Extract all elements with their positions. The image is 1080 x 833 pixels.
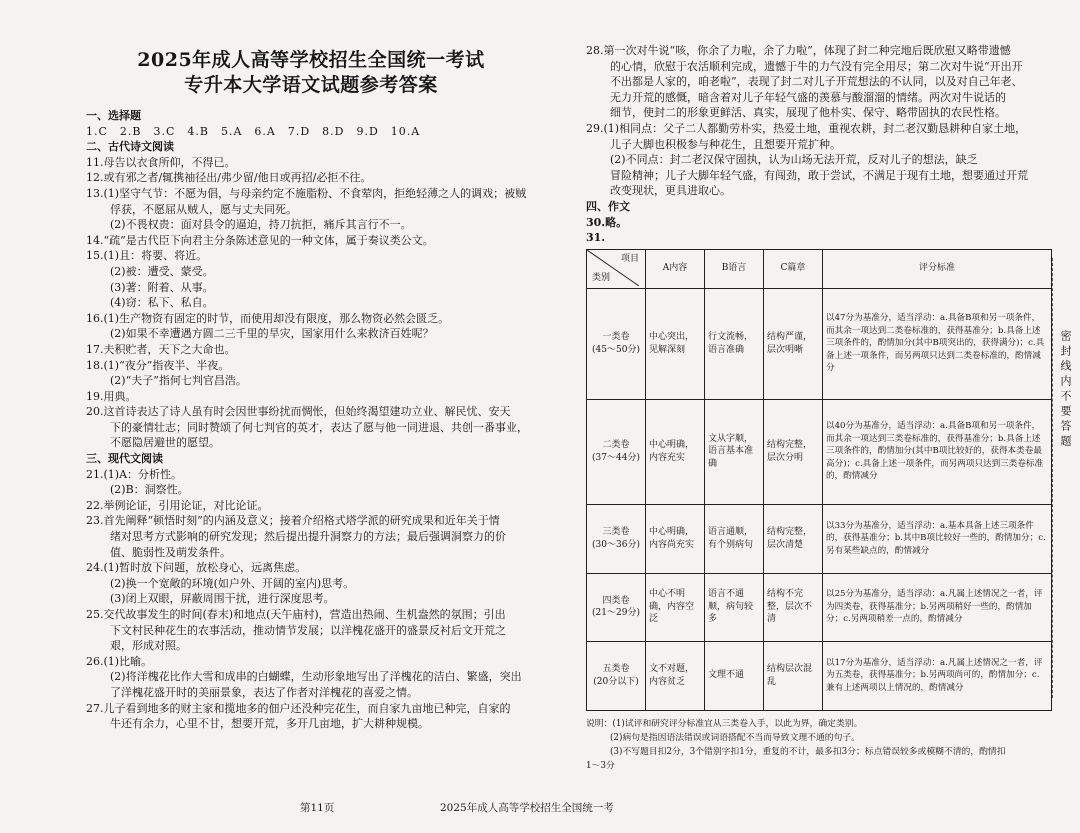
answer-line: (2)换一个宽敞的环境(如户外、开阔的室内)思考。 bbox=[110, 576, 355, 590]
answer-line: (2)被：遭受、蒙受。 bbox=[110, 264, 214, 278]
right-answers bbox=[586, 43, 1056, 246]
category-cell bbox=[587, 573, 646, 641]
category-name: 四类卷 bbox=[602, 595, 630, 606]
table-body bbox=[587, 288, 1052, 710]
language-cell: 行文流畅，语言准确 bbox=[705, 288, 764, 399]
right-column bbox=[586, 43, 1056, 773]
table-notes bbox=[586, 717, 1056, 773]
scoring-table bbox=[586, 249, 1052, 711]
note-line: (3)不写题目扣2分，3个错别字扣1分，重复的不计，最多扣3分；标点错误较多或模糊不清的，酌情扣 bbox=[610, 746, 1006, 757]
answer-line: (4)窃：私下、私自。 bbox=[110, 296, 214, 310]
answer-line: (2)将洋槐花比作大雪和成串的白蝴蝶，生动形象地写出了洋槐花的洁白、繁盛，突出 bbox=[110, 670, 522, 684]
section-heading: 31. bbox=[586, 231, 606, 245]
answer-line: 20.这首诗表达了诗人虽有时会因世事纷扰而惆怅，但始终渴望建功立业、解民忧、安天 bbox=[86, 405, 511, 419]
category-score-range: (45～50分) bbox=[592, 344, 640, 355]
answer-line: 值、脆弱性及萌发条件。 bbox=[110, 545, 231, 559]
answer-line: 13.(1)坚守气节：不愿为倡，与母亲约定不施脂粉、不食荤肉，拒绝轻薄之人的调戏；被贼 bbox=[86, 186, 527, 200]
answer-line: (2)不畏权贵：面对县令的逼迫，持刀抗拒，痛斥其言行不一。 bbox=[110, 218, 412, 232]
category-score-range: (37～44分) bbox=[592, 452, 640, 463]
table-corner-cell bbox=[587, 249, 646, 288]
category-cell bbox=[587, 504, 646, 573]
standard-cell: 以47分为基准分，适当浮动：a.具备B项和另一项条件，而其余一项达到二类卷标准的，获得基准分；b.具备上述三项条件的，酌情加分(其中B项突出的，获得满分)；c.具备上述一项条件，而另两项只达到二类卷标准的，酌情减分 bbox=[823, 288, 1052, 399]
answer-line: 1.C 2.B 3.C 4.B 5.A 6.A 7.D 8.D 9.D 10.A bbox=[86, 124, 421, 138]
answer-line: 的心情，欣慰于农活顺利完成，遗憾于牛的力气没有完全用尽；第二次对牛说“开出开 bbox=[610, 59, 1023, 73]
answer-line: 俘获，不愿屈从贼人，愿与丈夫同死。 bbox=[110, 202, 297, 216]
answer-line: 无力开荒的感慨，暗含着对儿子年轻气盛的羡慕与酸溜溜的情绪。两次对牛说话的 bbox=[610, 90, 1006, 104]
content-cell: 中心不明确，内容空泛 bbox=[646, 573, 705, 641]
answer-line: 细节，使封二的形象更鲜活、真实，展现了他朴实、保守、略带固执的农民性格。 bbox=[610, 106, 1006, 120]
answer-line: 23.首先阐释“顿悟时刻”的内涵及意义；接着介绍格式塔学派的研究成果和近年关于情 bbox=[86, 514, 500, 528]
table-header-row bbox=[587, 249, 1052, 288]
answer-line: 27.儿子看到地多的财主家和揽地多的佃户还没种完花生，而自家九亩地已种完，自家的 bbox=[86, 701, 511, 715]
language-cell: 语言通顺，有个别病句 bbox=[705, 504, 764, 573]
page-title: 2025年成人高等学校招生全国统一考试 bbox=[137, 49, 485, 71]
structure-cell: 结构不完整，层次不清 bbox=[764, 573, 823, 641]
category-name: 三类卷 bbox=[602, 527, 630, 538]
answer-line: 14.“疏”是古代臣下向君主分条陈述意见的一种文体，属于奏议类公文。 bbox=[86, 233, 434, 247]
section-heading: 二、古代诗文阅读 bbox=[86, 140, 174, 154]
table-row bbox=[587, 573, 1052, 641]
answer-line: 改变现状，更具进取心。 bbox=[610, 184, 731, 198]
answer-line: 绪对思考方式影响的研究发现；然后提出提升洞察力的方法；最后强调洞察力的价 bbox=[110, 530, 506, 544]
answer-line: 21.(1)A：分析性。 bbox=[86, 467, 183, 481]
content-cell: 中心明确，内容尚充实 bbox=[646, 504, 705, 573]
answer-line: 25.交代故事发生的时间(春末)和地点(天午庙村)，营造出热闹、生机盎然的氛围；引出 bbox=[86, 608, 506, 621]
corner-label-item: 项目 bbox=[620, 253, 639, 264]
answer-line: (3)著：附着、从事。 bbox=[110, 280, 214, 294]
category-name: 五类卷 bbox=[602, 664, 630, 675]
category-name: 一类卷 bbox=[602, 332, 630, 343]
footer-page-number: 第11页 bbox=[300, 802, 335, 814]
content-cell: 文不对题，内容贫乏 bbox=[646, 641, 705, 710]
standard-cell: 以25分为基准分，适当浮动：a.凡属上述情况之一者，评为四类卷，获得基准分；b.另两项稍好一些的，酌情加分；c.另两项稍差一点的，酌情减分 bbox=[823, 573, 1052, 641]
answer-line: 牛还有余力，心里不甘，想要开荒，多开几亩地，扩大耕种规模。 bbox=[110, 717, 429, 731]
page-subtitle: 专升本大学语文试题参考答案 bbox=[184, 74, 438, 96]
left-answers bbox=[86, 108, 536, 732]
language-cell: 语言不通顺，病句较多 bbox=[705, 573, 764, 641]
answer-line: 不愿隐居避世的愿望。 bbox=[110, 436, 220, 450]
answer-line: 儿子大脚也积极参与种花生，且想要开荒扩种。 bbox=[610, 137, 841, 151]
table-row bbox=[587, 399, 1052, 504]
answer-line: 19.用典。 bbox=[86, 389, 137, 403]
answer-line: 12.或有邪之者/辄携袖径出/弗少留/他日或再招/必拒不往。 bbox=[86, 171, 372, 185]
column-header: B语言 bbox=[705, 249, 764, 288]
section-heading: 四、作文 bbox=[586, 199, 630, 213]
answer-line: 26.(1)比喻。 bbox=[86, 654, 153, 668]
structure-cell: 结构完整，层次分明 bbox=[764, 399, 823, 504]
category-cell bbox=[587, 641, 646, 710]
note-line: (2)病句是指因语法错误或词语搭配不当而导致文理不通的句子。 bbox=[610, 732, 860, 743]
language-cell: 文理不通 bbox=[705, 641, 764, 710]
answer-line: 冒险精神；儿子大脚年轻气盛，有闯劲，敢于尝试，不满足于现有土地，想要通过开荒 bbox=[610, 168, 1028, 182]
category-cell bbox=[587, 399, 646, 504]
corner-label-category: 类别 bbox=[592, 273, 611, 284]
answer-line: 22.举例论证，引用论证，对比论证。 bbox=[86, 498, 269, 512]
structure-cell: 结构严谨，层次明晰 bbox=[764, 288, 823, 399]
footer-exam-name: 2025年成人高等学校招生全国统一考 bbox=[440, 802, 614, 814]
standard-cell: 以40分为基准分，适当浮动：a.具备B项和另一项条件，而其余一项达到三类卷标准的，获得基准分；b.具备上述三项条件的，酌情加分(其中B项比较好的，获得本类卷最高分)；c.具备上述一项条件，而另两项只达到三类卷标准的，酌情减分 bbox=[823, 399, 1052, 504]
note-line: 1～3分 bbox=[586, 760, 615, 771]
answer-line: 17.夫积贮者，天下之大命也。 bbox=[86, 342, 236, 356]
column-header: C篇章 bbox=[764, 249, 823, 288]
language-cell: 文从字顺，语言基本准确 bbox=[705, 399, 764, 504]
structure-cell: 结构层次混乱 bbox=[764, 641, 823, 710]
answer-line: 16.(1)生产物资有固定的时节，而使用却没有限度，那么物资必然会匮乏。 bbox=[86, 311, 450, 325]
answer-line: (2)如果不幸遭遇方圆二三千里的旱灾，国家用什么来救济百姓呢？ bbox=[110, 327, 434, 341]
answer-line: 28.第一次对牛说“咳，你余了力啦，余了力啦”，体现了封二种完地后既欣慰又略带遗憾 bbox=[586, 44, 1011, 57]
answer-line: (2)“夫子”指何七判官昌浩。 bbox=[110, 374, 247, 388]
category-score-range: (30～36分) bbox=[592, 539, 640, 550]
column-header: A内容 bbox=[646, 249, 705, 288]
category-cell bbox=[587, 288, 646, 399]
answer-line: 了洋槐花盛开时的美丽景象，表达了作者对洋槐花的喜爱之情。 bbox=[110, 685, 418, 699]
answer-line: 不出都是人家的，咱老啦”，表现了封二对儿子开荒想法的不认同，以及对自己年老、 bbox=[610, 75, 1023, 89]
answer-line: 艰，形成对照。 bbox=[110, 639, 187, 653]
answer-line: (2)B：洞察性。 bbox=[110, 483, 189, 497]
table-row bbox=[587, 504, 1052, 573]
standard-cell: 以33分为基准分，适当浮动：a.基本具备上述三项条件的，获得基准分；b.其中B项比较好一些的，酌情加分；c.另有某些缺点的，酌情减分 bbox=[823, 504, 1052, 573]
content-cell: 中心突出，见解深刻 bbox=[646, 288, 705, 399]
category-score-range: (21～29分) bbox=[592, 608, 640, 619]
standard-cell: 以17分为基准分，适当浮动：a.凡属上述情况之一者，评为五类卷，获得基准分；b.另两项尚可的，酌情加分；c.兼有上述两项以上情况的，酌情减分 bbox=[823, 641, 1052, 710]
answer-line: (3)闭上双眼，屏蔽周围干扰，进行深度思考。 bbox=[110, 592, 335, 606]
section-heading: 三、现代文阅读 bbox=[86, 452, 163, 466]
seal-warning-text: 密封线内不要答题 bbox=[1059, 330, 1072, 450]
answer-line: 15.(1)且：将要、将近。 bbox=[86, 249, 208, 263]
category-name: 二类卷 bbox=[602, 440, 630, 451]
answer-line: 29.(1)相同点：父子二人都勤劳朴实，热爱土地，重视农耕，封二老汉勤恳耕种自家土地， bbox=[586, 121, 1027, 135]
answer-line: 11.母告以衣食所仰，不得已。 bbox=[86, 155, 236, 169]
seal-line bbox=[1052, 258, 1054, 698]
table-row bbox=[587, 641, 1052, 710]
answer-line: 24.(1)暂时放下问题，放松身心，远离焦虑。 bbox=[86, 561, 307, 575]
content-cell: 中心明确，内容充实 bbox=[646, 399, 705, 504]
section-heading: 一、选择题 bbox=[86, 109, 141, 122]
column-header: 评分标准 bbox=[823, 249, 1052, 288]
structure-cell: 结构完整，层次清楚 bbox=[764, 504, 823, 573]
section-heading: 30.略。 bbox=[586, 215, 628, 229]
answer-line: (2)不同点：封二老汉保守固执，认为山场无法开荒，反对儿子的想法，缺乏 bbox=[610, 153, 978, 167]
note-line: 说明：(1)试评和研究评分标准宜从三类卷入手，以此为界，确定类别。 bbox=[586, 718, 863, 729]
table-row bbox=[587, 288, 1052, 399]
answer-line: 下的豪情壮志；同时赞颂了何七判官的英才，表达了愿与他一同进退、共创一番事业， bbox=[110, 420, 528, 434]
category-score-range: (20分以下) bbox=[593, 676, 639, 687]
answer-line: 下文村民种花生的农事活动，推动情节发展；以洋槐花盛开的盛景反衬后文开荒之 bbox=[110, 623, 506, 637]
left-column bbox=[86, 48, 536, 732]
answer-line: 18.(1)“夜分”指夜半、半夜。 bbox=[86, 358, 230, 372]
